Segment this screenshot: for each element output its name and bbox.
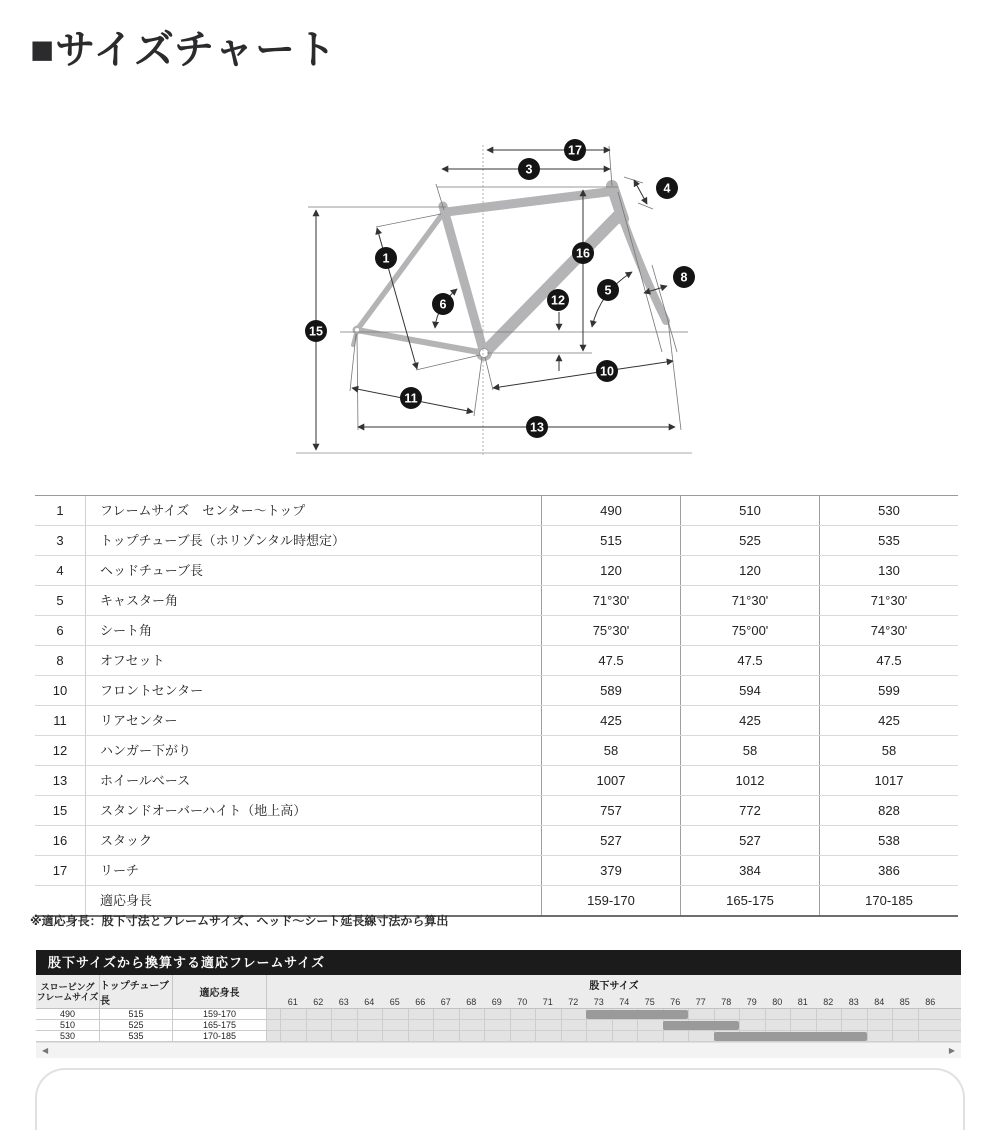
inseam-fit-table-title: 股下サイズから換算する適応フレームサイズ — [36, 950, 961, 975]
geometry-table-row — [35, 765, 958, 795]
horizontal-scrollbar[interactable] — [36, 1042, 961, 1058]
size-value-2: 170-185 — [819, 886, 958, 915]
bike-frame — [353, 186, 670, 361]
geometry-table-row — [35, 735, 958, 765]
top-tube-length: 525 — [100, 1020, 173, 1031]
inseam-size-tick: 70 — [517, 997, 528, 1007]
row-label: リーチ — [100, 863, 140, 878]
inseam-range-area — [267, 1031, 961, 1042]
top-tube-length: 535 — [100, 1031, 173, 1042]
header-fit-height: 適応身長 — [173, 975, 267, 1008]
inseam-size-tick: 77 — [695, 997, 706, 1007]
row-label: オフセット — [100, 653, 165, 668]
svg-text:12: 12 — [551, 293, 565, 308]
size-value-1: 525 — [680, 526, 819, 555]
row-label: 適応身長 — [100, 893, 153, 908]
inseam-size-scale — [280, 997, 943, 1007]
size-value-0: 379 — [541, 856, 680, 885]
fit-height-footnote: ※適応身長：股下寸法とフレームサイズ、ヘッド〜シート延長線寸法から算出 — [30, 914, 449, 928]
row-number: 17 — [35, 856, 86, 885]
size-value-2: 599 — [819, 676, 958, 705]
size-value-1: 425 — [680, 706, 819, 735]
svg-text:1: 1 — [382, 251, 390, 266]
geometry-table-row — [35, 675, 958, 705]
fit-table-row — [36, 1031, 961, 1042]
row-label: リアセンター — [100, 713, 178, 728]
inseam-cell — [637, 1031, 663, 1041]
size-value-0: 58 — [541, 736, 680, 765]
size-value-2: 74°30' — [819, 616, 958, 645]
inseam-cell — [739, 1009, 765, 1019]
svg-text:17: 17 — [568, 143, 582, 158]
inseam-size-tick: 78 — [721, 997, 732, 1007]
fit-table-row — [36, 1020, 961, 1031]
inseam-size-tick: 64 — [364, 997, 375, 1007]
inseam-fit-table — [36, 950, 961, 1058]
size-value-1: 384 — [680, 856, 819, 885]
inseam-cell — [688, 1009, 714, 1019]
row-number: 16 — [35, 826, 86, 855]
size-value-1: 510 — [680, 496, 819, 525]
size-value-0: 425 — [541, 706, 680, 735]
row-number: 1 — [35, 496, 86, 525]
inseam-cell — [688, 1031, 714, 1041]
callout-1 — [375, 247, 397, 269]
frame-geometry-diagram — [0, 0, 993, 480]
inseam-cell — [510, 1031, 536, 1041]
inseam-cell — [357, 1020, 383, 1030]
geometry-table-row — [35, 555, 958, 585]
frame-size: 490 — [36, 1009, 100, 1020]
inseam-cell — [510, 1020, 536, 1030]
inseam-range-area — [267, 1009, 961, 1020]
inseam-cell — [663, 1031, 689, 1041]
inseam-size-tick: 84 — [874, 997, 885, 1007]
inseam-cell — [306, 1031, 332, 1041]
row-label: キャスター角 — [100, 593, 179, 608]
row-label: シート角 — [100, 623, 153, 638]
svg-text:6: 6 — [439, 297, 447, 312]
inseam-size-tick: 63 — [338, 997, 349, 1007]
callout-11 — [400, 387, 422, 409]
size-value-2: 58 — [819, 736, 958, 765]
size-value-2: 47.5 — [819, 646, 958, 675]
inseam-cell — [561, 1009, 587, 1019]
inseam-range-bar — [714, 1032, 867, 1041]
inseam-size-tick: 62 — [313, 997, 324, 1007]
size-value-1: 772 — [680, 796, 819, 825]
inseam-cell — [918, 1031, 944, 1041]
size-value-0: 757 — [541, 796, 680, 825]
row-number — [35, 886, 86, 915]
inseam-cell — [459, 1031, 485, 1041]
page-title: ■サイズチャート — [30, 28, 337, 72]
inseam-range-area — [267, 1020, 961, 1031]
inseam-size-tick: 74 — [619, 997, 630, 1007]
reference-lines — [296, 145, 692, 455]
row-number: 6 — [35, 616, 86, 645]
size-value-1: 120 — [680, 556, 819, 585]
size-value-0: 47.5 — [541, 646, 680, 675]
size-value-0: 71°30' — [541, 586, 680, 615]
inseam-size-tick: 85 — [899, 997, 910, 1007]
inseam-size-tick: 71 — [542, 997, 553, 1007]
row-number: 11 — [35, 706, 86, 735]
row-label: ホイールベース — [100, 773, 191, 788]
frame-size: 530 — [36, 1031, 100, 1042]
inseam-cell — [535, 1009, 561, 1019]
inseam-cell — [561, 1020, 587, 1030]
scroll-left-icon[interactable]: ◀ — [42, 1046, 49, 1055]
svg-text:15: 15 — [309, 324, 323, 339]
size-value-0: 515 — [541, 526, 680, 555]
inseam-size-tick: 75 — [644, 997, 655, 1007]
size-value-1: 58 — [680, 736, 819, 765]
geometry-table-row — [35, 705, 958, 735]
size-value-2: 71°30' — [819, 586, 958, 615]
size-value-1: 1012 — [680, 766, 819, 795]
inseam-cell — [714, 1009, 740, 1019]
inseam-cell — [408, 1020, 434, 1030]
inseam-cell — [408, 1009, 434, 1019]
inseam-size-tick: 73 — [593, 997, 604, 1007]
size-value-1: 527 — [680, 826, 819, 855]
geometry-table-row — [35, 795, 958, 825]
inseam-size-tick: 80 — [772, 997, 783, 1007]
fit-table-row — [36, 1009, 961, 1020]
inseam-cell — [612, 1020, 638, 1030]
row-number: 15 — [35, 796, 86, 825]
inseam-size-tick: 82 — [823, 997, 834, 1007]
inseam-size-tick: 69 — [491, 997, 502, 1007]
geometry-table-row — [35, 885, 958, 915]
inseam-cell — [892, 1009, 918, 1019]
fit-height-range: 170-185 — [173, 1031, 267, 1042]
callout-5 — [597, 279, 619, 301]
inseam-range-bar — [586, 1010, 688, 1019]
inseam-cell — [918, 1020, 944, 1030]
geometry-table — [35, 495, 958, 917]
row-label: スタック — [100, 833, 153, 848]
inseam-cell — [892, 1020, 918, 1030]
callout-17 — [564, 139, 586, 161]
inseam-cell — [280, 1020, 306, 1030]
size-value-1: 71°30' — [680, 586, 819, 615]
inseam-cell — [561, 1031, 587, 1041]
svg-text:11: 11 — [404, 391, 418, 406]
header-top-tube-length: トップチューブ長 — [100, 975, 173, 1008]
geometry-table-row — [35, 585, 958, 615]
size-value-2: 535 — [819, 526, 958, 555]
callout-6 — [432, 293, 454, 315]
geometry-table-row — [35, 855, 958, 885]
row-label: スタンドオーバーハイト（地上高） — [100, 803, 307, 818]
svg-text:5: 5 — [604, 283, 612, 298]
inseam-cell — [816, 1020, 842, 1030]
row-number: 4 — [35, 556, 86, 585]
inseam-size-tick: 79 — [746, 997, 757, 1007]
inseam-cell — [382, 1031, 408, 1041]
inseam-cell — [790, 1009, 816, 1019]
inseam-cell — [739, 1020, 765, 1030]
size-value-0: 120 — [541, 556, 680, 585]
row-label: フレームサイズ センター〜トップ — [100, 503, 306, 518]
inseam-size-tick: 67 — [440, 997, 451, 1007]
inseam-cell — [535, 1031, 561, 1041]
inseam-cell — [331, 1031, 357, 1041]
inseam-cell — [382, 1020, 408, 1030]
inseam-cell — [484, 1031, 510, 1041]
inseam-size-tick: 65 — [389, 997, 400, 1007]
next-section-card — [35, 1068, 965, 1130]
callout-16 — [572, 242, 594, 264]
callout-10 — [596, 360, 618, 382]
inseam-cell — [867, 1009, 893, 1019]
inseam-size-tick: 61 — [287, 997, 298, 1007]
inseam-cell — [841, 1009, 867, 1019]
svg-text:3: 3 — [525, 162, 533, 177]
row-number: 13 — [35, 766, 86, 795]
geometry-table-row — [35, 615, 958, 645]
inseam-cell — [816, 1009, 842, 1019]
inseam-cell — [408, 1031, 434, 1041]
inseam-cell — [433, 1020, 459, 1030]
svg-text:4: 4 — [663, 181, 671, 196]
row-number: 12 — [35, 736, 86, 765]
size-value-2: 130 — [819, 556, 958, 585]
inseam-cell — [892, 1031, 918, 1041]
row-label: ハンガー下がり — [100, 743, 192, 758]
fit-height-range: 165-175 — [173, 1020, 267, 1031]
row-number: 10 — [35, 676, 86, 705]
inseam-cell — [306, 1009, 332, 1019]
size-value-2: 425 — [819, 706, 958, 735]
callout-15 — [305, 320, 327, 342]
size-value-2: 828 — [819, 796, 958, 825]
inseam-cell — [586, 1020, 612, 1030]
size-value-0: 1007 — [541, 766, 680, 795]
size-value-0: 159-170 — [541, 886, 680, 915]
inseam-cell — [459, 1020, 485, 1030]
inseam-cell — [280, 1031, 306, 1041]
callout-4 — [656, 177, 678, 199]
inseam-fit-table-header — [36, 975, 961, 1009]
geometry-table-row — [35, 825, 958, 855]
inseam-cell — [382, 1009, 408, 1019]
size-value-2: 1017 — [819, 766, 958, 795]
header-inseam-sizes — [267, 975, 961, 1008]
geometry-table-row — [35, 496, 958, 525]
size-value-0: 490 — [541, 496, 680, 525]
size-value-2: 538 — [819, 826, 958, 855]
size-value-2: 530 — [819, 496, 958, 525]
callout-13 — [526, 416, 548, 438]
scroll-right-icon[interactable]: ▶ — [948, 1046, 955, 1055]
frame-size: 510 — [36, 1020, 100, 1031]
inseam-cell — [306, 1020, 332, 1030]
inseam-cell — [765, 1020, 791, 1030]
inseam-size-label: 股下サイズ — [589, 981, 639, 992]
inseam-cell — [484, 1009, 510, 1019]
inseam-cell — [433, 1009, 459, 1019]
row-label: フロントセンター — [100, 683, 204, 698]
size-value-0: 589 — [541, 676, 680, 705]
size-value-0: 75°30' — [541, 616, 680, 645]
inseam-cell — [484, 1020, 510, 1030]
size-value-1: 594 — [680, 676, 819, 705]
fit-height-range: 159-170 — [173, 1009, 267, 1020]
callout-8 — [673, 266, 695, 288]
inseam-size-tick: 66 — [415, 997, 426, 1007]
svg-text:8: 8 — [680, 270, 688, 285]
inseam-cell — [765, 1009, 791, 1019]
svg-text:13: 13 — [530, 420, 544, 435]
row-number: 3 — [35, 526, 86, 555]
inseam-cell — [790, 1020, 816, 1030]
top-tube-length: 515 — [100, 1009, 173, 1020]
row-number: 5 — [35, 586, 86, 615]
geometry-table-row — [35, 525, 958, 555]
inseam-cell — [841, 1020, 867, 1030]
inseam-cell — [331, 1009, 357, 1019]
inseam-cell — [918, 1009, 944, 1019]
size-value-1: 47.5 — [680, 646, 819, 675]
size-value-1: 165-175 — [680, 886, 819, 915]
inseam-size-tick: 68 — [466, 997, 477, 1007]
inseam-cell — [459, 1009, 485, 1019]
row-label: トップチューブ長（ホリゾンタル時想定） — [100, 533, 346, 548]
inseam-size-tick: 81 — [797, 997, 808, 1007]
svg-text:16: 16 — [576, 246, 590, 261]
svg-text:10: 10 — [600, 364, 614, 379]
header-sloping-frame-size: スローピング フレームサイズ — [36, 975, 100, 1008]
row-number: 8 — [35, 646, 86, 675]
inseam-cell — [357, 1031, 383, 1041]
inseam-size-tick: 86 — [925, 997, 936, 1007]
inseam-cell — [612, 1031, 638, 1041]
inseam-cell — [586, 1031, 612, 1041]
inseam-cell — [535, 1020, 561, 1030]
inseam-size-tick: 83 — [848, 997, 859, 1007]
geometry-table-row — [35, 645, 958, 675]
callout-12 — [547, 289, 569, 311]
inseam-cell — [280, 1009, 306, 1019]
inseam-cell — [637, 1020, 663, 1030]
row-label: ヘッドチューブ長 — [100, 563, 203, 578]
inseam-cell — [357, 1009, 383, 1019]
callout-3 — [518, 158, 540, 180]
inseam-cell — [510, 1009, 536, 1019]
size-value-1: 75°00' — [680, 616, 819, 645]
inseam-size-tick: 72 — [568, 997, 579, 1007]
inseam-size-tick: 76 — [670, 997, 681, 1007]
inseam-cell — [433, 1031, 459, 1041]
inseam-cell — [331, 1020, 357, 1030]
inseam-cell — [867, 1031, 893, 1041]
size-value-2: 386 — [819, 856, 958, 885]
inseam-range-bar — [663, 1021, 740, 1030]
size-value-0: 527 — [541, 826, 680, 855]
inseam-cell — [867, 1020, 893, 1030]
